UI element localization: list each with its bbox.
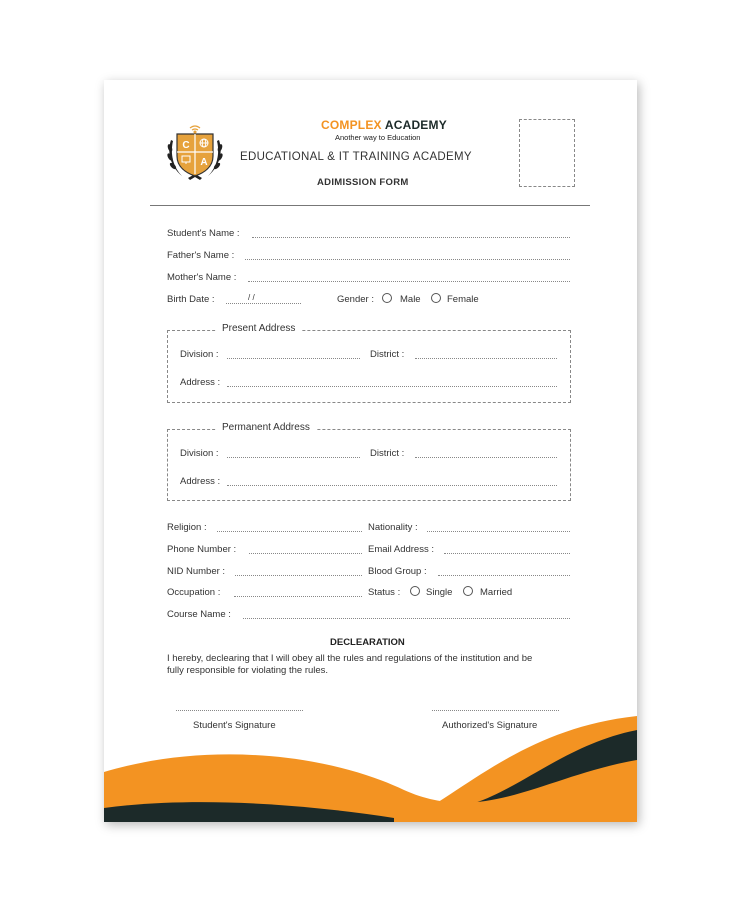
tagline: Another way to Education [335,133,421,142]
status-married-radio[interactable] [463,586,473,596]
declaration-line-2: fully responsible for violating the rules. [167,665,329,676]
brand-name [321,118,447,132]
gender-male-label: Male [400,294,421,305]
institution-name: EDUCATIONAL & IT TRAINING ACADEMY [240,151,472,163]
logo-letter-a: A [200,157,208,168]
status-label: Status : [368,587,401,598]
student-signature-label: Student's Signature [193,720,276,731]
gender-female-radio[interactable] [431,293,441,303]
birth-date-label: Birth Date : [167,294,215,305]
email-field[interactable] [444,553,570,554]
course-name-label: Course Name : [167,609,231,620]
religion-field[interactable] [217,531,362,532]
present-division-field[interactable] [227,358,360,359]
permanent-address-title: Permanent Address [216,422,316,433]
permanent-division-label: Division : [180,448,219,459]
present-address-label: Address : [180,377,221,388]
status-single-radio[interactable] [410,586,420,596]
permanent-address-label: Address : [180,476,221,487]
nid-label: NID Number : [167,566,226,577]
student-name-label: Student's Name : [167,228,240,239]
permanent-division-field[interactable] [227,457,360,458]
occupation-field[interactable] [234,596,362,597]
present-address-title: Present Address [216,323,301,334]
gender-female-label: Female [447,294,479,305]
status-married-label: Married [480,587,513,598]
course-name-field[interactable] [243,618,570,619]
email-label: Email Address : [368,544,434,555]
birth-date-separators: / / [248,293,255,302]
header-divider [150,205,590,206]
logo-letter-c: C [182,140,190,151]
present-address-field[interactable] [227,386,557,387]
present-division-label: Division : [180,349,219,360]
permanent-address-box [167,429,571,501]
present-address-box [167,330,571,403]
religion-label: Religion : [167,522,207,533]
present-district-label: District : [370,349,405,360]
permanent-district-field[interactable] [415,457,557,458]
permanent-address-field[interactable] [227,485,557,486]
brand-word-academy: ACADEMY [384,118,447,132]
status-single-label: Single [426,587,453,598]
phone-field[interactable] [249,553,362,554]
gender-label: Gender : [337,294,374,305]
birth-date-field[interactable] [226,303,301,304]
nid-field[interactable] [235,575,362,576]
authorized-signature-label: Authorized's Signature [442,720,538,731]
footer-waves [104,700,637,822]
nationality-label: Nationality : [368,522,418,533]
brand-word-complex: COMPLEX [321,118,382,132]
gender-male-radio[interactable] [382,293,392,303]
admission-form-sheet [104,80,637,822]
father-name-field[interactable] [245,259,570,260]
student-name-field[interactable] [252,237,570,238]
phone-label: Phone Number : [167,544,237,555]
blood-group-field[interactable] [438,575,570,576]
father-name-label: Father's Name : [167,250,235,261]
permanent-district-label: District : [370,448,405,459]
declaration-title: DECLEARATION [330,637,405,648]
present-district-field[interactable] [415,358,557,359]
wifi-icon [190,126,200,133]
mother-name-field[interactable] [248,281,570,282]
declaration-line-1: I hereby, declearing that I will obey all the rules and regulations of the institution and be [167,653,533,664]
nationality-field[interactable] [427,531,570,532]
academy-logo [164,122,226,184]
photo-box[interactable] [519,119,575,187]
form-title: ADIMISSION FORM [317,177,409,188]
occupation-label: Occupation : [167,587,221,598]
mother-name-label: Mother's Name : [167,272,237,283]
blood-group-label: Blood Group : [368,566,427,577]
